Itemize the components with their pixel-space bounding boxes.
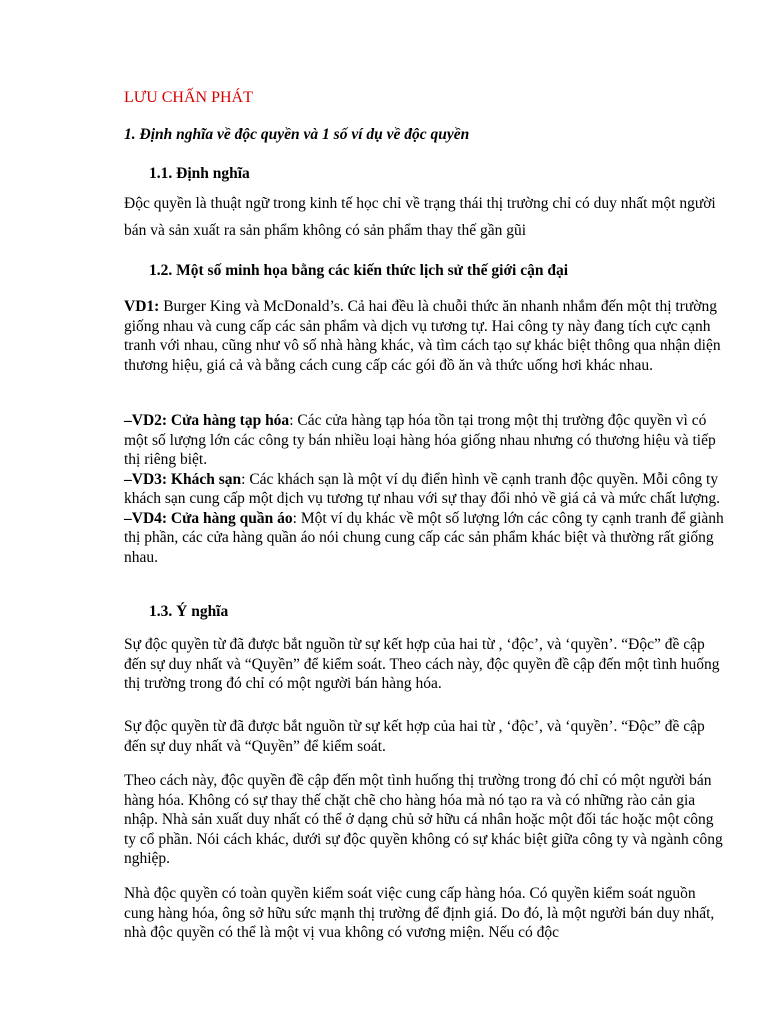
- example-vd2-text: : Các cửa hàng tạp hóa tồn tại trong một thị trường độc quyền vì có một số lượng lớn các công ty bán nhiều loại hàng hóa giống nhau nhưng có thương hiệu và tiếp thị riêng biệt.: [124, 412, 716, 468]
- meaning-paragraph-3: Theo cách này, độc quyền đề cập đến một tình huống thị trường trong đó chỉ có một người bán hàng hóa. Không có sự thay thế chặt chẽ cho hàng hóa mà nó tạo ra và có những rào cản gia nhập. Nhà sản xuất duy nhất có thể ở dạng chủ sở hữu cá nhân hoặc một đối tác hoặc một công ty cổ phần. Nói cách khác, dưới sự độc quyền không có sự khác biệt giữa công ty và ngành công nghiệp.: [124, 772, 723, 867]
- meaning-paragraph-1: Sự độc quyền từ đã được bắt nguồn từ sự kết hợp của hai từ , ‘độc’, và ‘quyền’. “Độc” đề cập đến sự duy nhất và “Quyền” để kiểm soát. Theo cách này, độc quyền đề cập đến một tình huống thị trường trong đó chỉ có một người bán hàng hóa.: [124, 636, 720, 692]
- example-vd1: [124, 297, 724, 375]
- example-vd1-label: VD1:: [124, 298, 160, 315]
- section-heading-1: 1. Định nghĩa về độc quyền và 1 số ví dụ về độc quyền: [124, 126, 470, 143]
- subsection-heading-1-1: 1.1. Định nghĩa: [149, 165, 250, 182]
- author-name: LƯU CHẤN PHÁT: [124, 89, 253, 106]
- examples-list: [124, 411, 724, 567]
- example-vd3-label: –VD3: Khách sạn: [124, 470, 242, 488]
- meaning-paragraph-2: Sự độc quyền từ đã được bắt nguồn từ sự kết hợp của hai từ , ‘độc’, và ‘quyền’. “Độc” đề cập đến sự duy nhất và “Quyền” để kiểm soát.: [124, 718, 705, 755]
- meaning-paragraph-4: Nhà độc quyền có toàn quyền kiểm soát việc cung cấp hàng hóa. Có quyền kiểm soát nguồn cung hàng hóa, ông sở hữu sức mạnh thị trường để định giá. Do đó, là một người bán duy nhất, nhà độc quyền có thể là một vị vua không có vương miện. Nếu có độc: [124, 885, 715, 941]
- subsection-heading-1-2: 1.2. Một số minh họa bằng các kiến thức lịch sử thế giới cận đại: [149, 262, 569, 279]
- example-vd4-label: –VD4: Cửa hàng quần áo: [124, 509, 293, 527]
- example-vd1-text: Burger King và McDonald’s. Cả hai đều là chuỗi thức ăn nhanh nhắm đến một thị trường giống nhau và cung cấp các sản phẩm và dịch vụ tương tự. Hai công ty này đang tích cực cạnh tranh với nhau, cũng như vô số nhà hàng khác, và tìm cách tạo sự khác biệt thông qua nhận diện thương hiệu, giá cả và bằng cách cung cấp các gói đồ ăn và thức uống hơi khác nhau.: [124, 298, 721, 374]
- example-vd4-text: : Một ví dụ khác về một số lượng lớn các công ty cạnh tranh để giành thị phần, các cửa hàng quần áo nói chung cung cấp các sản phẩm khác biệt và thường rất giống nhau.: [124, 509, 724, 566]
- example-vd2: [124, 411, 724, 470]
- subsection-heading-1-3: 1.3. Ý nghĩa: [149, 603, 229, 620]
- example-vd3-text: : Các khách sạn là một ví dụ điển hình về cạnh tranh độc quyền. Mỗi công ty khách sạn cung cấp một dịch vụ tương tự nhau với sự thay đổi nhỏ về giá cả và mức chất lượng.: [124, 470, 721, 507]
- example-vd4: [124, 509, 724, 568]
- example-vd2-label: –VD2: Cửa hàng tạp hóa: [124, 412, 290, 429]
- example-vd3: [124, 470, 724, 509]
- definition-paragraph: Độc quyền là thuật ngữ trong kinh tế học chỉ về trạng thái thị trường chỉ có duy nhất một người bán và sản xuất ra sản phẩm không có sản phẩm thay thế gần gũi: [124, 195, 716, 239]
